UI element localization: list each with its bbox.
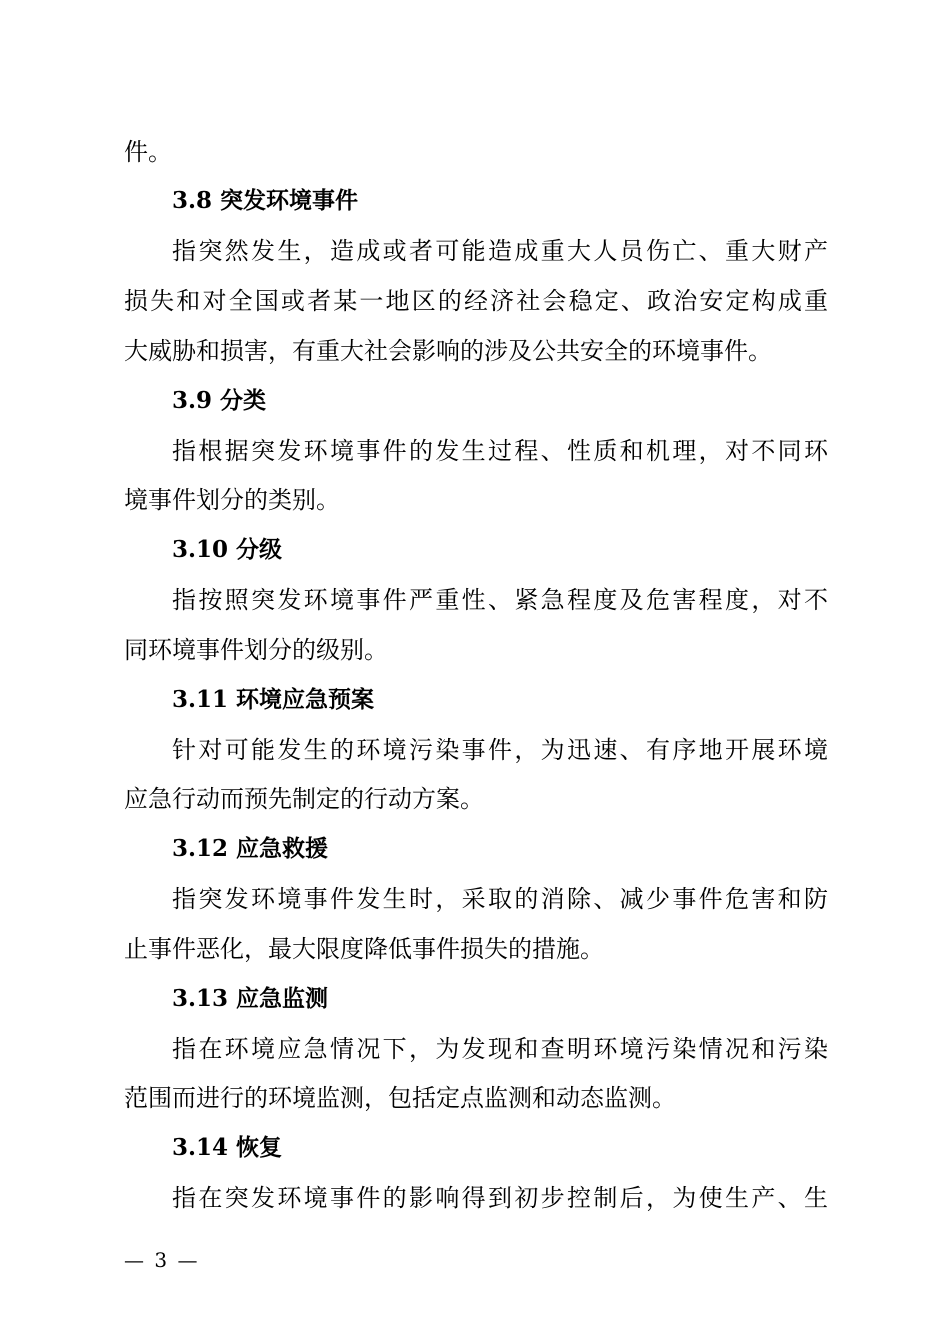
section-heading-3-9: 3.9 分类 [172,387,267,414]
text-line: 指在环境应急情况下，为发现和查明环境污染情况和污染 [172,1035,828,1063]
section-heading-3-11: 3.11 环境应急预案 [172,686,375,713]
text-line: 指突然发生，造成或者可能造成重大人员伤亡、重大财产 [172,237,828,265]
page-number: — 3 — [124,1248,200,1272]
section-heading-3-12: 3.12 应急救援 [172,835,329,862]
text-line: 大威胁和损害，有重大社会影响的涉及公共安全的环境事件。 [124,337,772,365]
text-line: 范围而进行的环境监测，包括定点监测和动态监测。 [124,1084,676,1112]
section-heading-3-13: 3.13 应急监测 [172,985,329,1012]
text-line: 同环境事件划分的级别。 [124,636,388,664]
section-heading-3-14: 3.14 恢复 [172,1134,283,1161]
text-line: 指在突发环境事件的影响得到初步控制后，为使生产、生 [172,1184,828,1212]
section-heading-3-10: 3.10 分级 [172,536,283,563]
section-heading-3-8: 3.8 突发环境事件 [172,187,359,214]
text-line: 境事件划分的类别。 [124,486,340,514]
text-line: 针对可能发生的环境污染事件，为迅速、有序地开展环境 [172,736,828,764]
text-line: 损失和对全国或者某一地区的经济社会稳定、政治安定构成重 [124,287,828,315]
text-line: 止事件恶化，最大限度降低事件损失的措施。 [124,935,604,963]
text-line: 指按照突发环境事件严重性、紧急程度及危害程度，对不 [172,586,828,614]
text-line: 指突发环境事件发生时，采取的消除、减少事件危害和防 [172,885,828,913]
text-line: 件。 [124,138,172,166]
text-line: 指根据突发环境事件的发生过程、性质和机理，对不同环 [172,437,828,465]
text-line: 应急行动而预先制定的行动方案。 [124,785,484,813]
